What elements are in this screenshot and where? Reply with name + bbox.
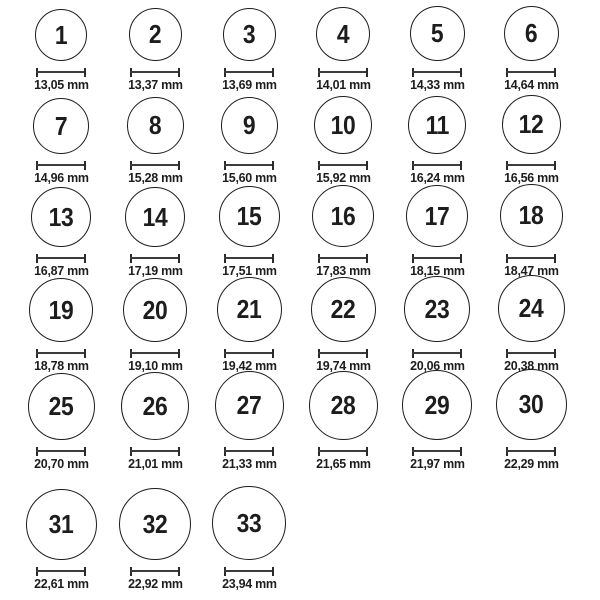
measure-tick-right-icon [272, 254, 274, 263]
ring-circle [309, 371, 378, 440]
ring-circle [311, 277, 376, 342]
ring-size-item [202, 2, 296, 94]
ring-size-item [108, 187, 202, 280]
ring-size-item [202, 375, 296, 473]
diameter-measure-line [412, 68, 462, 77]
ring-size-item [296, 94, 390, 187]
measure-rule [36, 570, 86, 572]
diameter-label: 13,69 mm [221, 76, 277, 92]
ring-size-number: 30 [518, 389, 544, 420]
diameter-label: 20,38 mm [503, 357, 559, 373]
ring-circle [223, 8, 276, 61]
diameter-label: 19,10 mm [127, 357, 183, 373]
ring-circle [212, 486, 286, 560]
diameter-measure-line [318, 68, 368, 77]
ring-size-number: 1 [54, 19, 68, 50]
measure-tick-right-icon [272, 68, 274, 77]
ring-size-item [108, 2, 202, 94]
ring-size-item [14, 473, 108, 593]
diameter-measure-line [318, 447, 368, 456]
measure-tick-right-icon [554, 68, 556, 77]
diameter-label: 18,15 mm [409, 262, 465, 278]
diameter-measure-line [506, 68, 556, 77]
diameter-label: 21,33 mm [221, 455, 277, 471]
ring-size-item [390, 2, 484, 94]
diameter-label: 16,24 mm [409, 169, 465, 185]
measure-tick-right-icon [460, 349, 462, 358]
ring-size-item [202, 94, 296, 187]
ring-size-item [202, 473, 296, 593]
measure-rule [130, 71, 180, 73]
ring-circle [498, 275, 565, 342]
diameter-measure-line [130, 349, 180, 358]
diameter-measure-line [318, 254, 368, 263]
ring-size-item [14, 375, 108, 473]
ring-size-number: 32 [142, 508, 168, 539]
ring-circle [127, 97, 184, 154]
ring-size-number: 8 [148, 110, 162, 141]
ring-size-item [296, 280, 390, 375]
ring-size-number: 3 [242, 19, 256, 50]
diameter-measure-line [224, 254, 274, 263]
diameter-label: 19,42 mm [221, 357, 277, 373]
diameter-measure-line [130, 254, 180, 263]
ring-size-number: 29 [424, 389, 450, 420]
ring-size-number: 7 [54, 110, 68, 141]
ring-circle [33, 98, 89, 154]
ring-size-number: 26 [142, 390, 168, 421]
ring-circle [121, 372, 189, 440]
diameter-label: 21,65 mm [315, 455, 371, 471]
measure-tick-right-icon [84, 68, 86, 77]
measure-tick-right-icon [366, 254, 368, 263]
measure-rule [130, 257, 180, 259]
measure-tick-right-icon [272, 161, 274, 170]
ring-circle [219, 186, 280, 247]
measure-rule [318, 257, 368, 259]
measure-rule [224, 352, 274, 354]
diameter-label: 18,47 mm [503, 262, 559, 278]
measure-tick-right-icon [554, 161, 556, 170]
ring-size-number: 22 [330, 294, 356, 325]
measure-rule [506, 164, 556, 166]
diameter-measure-line [506, 161, 556, 170]
ring-circle [129, 8, 182, 61]
ring-circle [504, 6, 559, 61]
ring-size-item [390, 187, 484, 280]
diameter-label: 14,01 mm [315, 76, 371, 92]
measure-rule [412, 352, 462, 354]
measure-tick-right-icon [84, 161, 86, 170]
diameter-measure-line [224, 567, 274, 576]
diameter-measure-line [224, 68, 274, 77]
ring-size-item [296, 375, 390, 473]
measure-tick-right-icon [460, 447, 462, 456]
measure-rule [318, 450, 368, 452]
ring-size-item [202, 187, 296, 280]
diameter-label: 14,96 mm [33, 169, 89, 185]
ring-size-item [484, 375, 578, 473]
diameter-label: 20,70 mm [33, 455, 89, 471]
diameter-measure-line [36, 567, 86, 576]
measure-rule [506, 71, 556, 73]
diameter-label: 22,61 mm [33, 575, 89, 591]
measure-tick-right-icon [366, 161, 368, 170]
ring-size-item [108, 94, 202, 187]
measure-tick-right-icon [178, 161, 180, 170]
measure-tick-right-icon [460, 68, 462, 77]
measure-rule [36, 352, 86, 354]
ring-circle [402, 370, 472, 440]
ring-circle [406, 185, 468, 247]
diameter-measure-line [412, 161, 462, 170]
ring-size-item [296, 2, 390, 94]
ring-size-item [390, 375, 484, 473]
ring-circle [500, 184, 563, 247]
diameter-measure-line [130, 567, 180, 576]
measure-rule [224, 71, 274, 73]
diameter-measure-line [506, 447, 556, 456]
diameter-measure-line [130, 161, 180, 170]
measure-rule [36, 257, 86, 259]
diameter-label: 18,78 mm [33, 357, 89, 373]
ring-size-item [14, 280, 108, 375]
ring-circle [221, 97, 278, 154]
measure-tick-right-icon [272, 349, 274, 358]
diameter-measure-line [224, 161, 274, 170]
measure-rule [36, 164, 86, 166]
ring-size-item [484, 2, 578, 94]
ring-circle [35, 9, 87, 61]
ring-size-number: 24 [518, 293, 544, 324]
ring-circle [31, 187, 91, 247]
ring-circle [496, 369, 567, 440]
measure-rule [412, 257, 462, 259]
diameter-measure-line [130, 447, 180, 456]
measure-tick-right-icon [84, 254, 86, 263]
ring-circle [29, 278, 93, 342]
diameter-label: 23,94 mm [221, 575, 277, 591]
diameter-measure-line [318, 349, 368, 358]
diameter-measure-line [224, 447, 274, 456]
ring-size-number: 21 [236, 294, 262, 325]
measure-tick-right-icon [366, 68, 368, 77]
measure-tick-right-icon [366, 447, 368, 456]
measure-tick-right-icon [84, 349, 86, 358]
measure-rule [36, 71, 86, 73]
diameter-label: 21,97 mm [409, 455, 465, 471]
diameter-measure-line [412, 447, 462, 456]
measure-tick-right-icon [554, 349, 556, 358]
measure-tick-right-icon [460, 254, 462, 263]
ring-size-number: 5 [430, 18, 444, 49]
ring-size-number: 14 [142, 201, 168, 232]
diameter-label: 16,56 mm [503, 169, 559, 185]
diameter-label: 17,19 mm [127, 262, 183, 278]
diameter-measure-line [130, 68, 180, 77]
measure-tick-right-icon [178, 349, 180, 358]
measure-rule [224, 450, 274, 452]
diameter-label: 17,51 mm [221, 262, 277, 278]
measure-tick-right-icon [178, 68, 180, 77]
ring-size-number: 2 [148, 19, 162, 50]
ring-size-number: 6 [524, 18, 538, 49]
ring-circle [28, 373, 95, 440]
ring-circle [125, 187, 185, 247]
ring-size-number: 15 [236, 201, 262, 232]
ring-size-item [108, 280, 202, 375]
measure-tick-right-icon [84, 567, 86, 576]
diameter-label: 13,37 mm [127, 76, 183, 92]
measure-rule [318, 352, 368, 354]
ring-size-number: 27 [236, 390, 262, 421]
ring-size-number: 23 [424, 293, 450, 324]
ring-size-number: 12 [518, 109, 544, 140]
ring-size-item [108, 473, 202, 593]
diameter-measure-line [318, 161, 368, 170]
measure-rule [36, 450, 86, 452]
ring-size-number: 9 [242, 110, 256, 141]
diameter-label: 21,01 mm [127, 455, 183, 471]
ring-size-number: 33 [236, 507, 262, 538]
diameter-measure-line [36, 254, 86, 263]
ring-size-number: 17 [424, 200, 450, 231]
ring-circle [119, 488, 191, 560]
measure-rule [412, 450, 462, 452]
diameter-label: 22,92 mm [127, 575, 183, 591]
diameter-measure-line [506, 254, 556, 263]
measure-tick-right-icon [554, 254, 556, 263]
measure-tick-right-icon [178, 447, 180, 456]
measure-rule [412, 164, 462, 166]
diameter-measure-line [412, 349, 462, 358]
ring-size-number: 11 [425, 109, 449, 140]
diameter-label: 14,64 mm [503, 76, 559, 92]
ring-circle [314, 96, 372, 154]
measure-tick-right-icon [178, 254, 180, 263]
ring-size-item [14, 187, 108, 280]
ring-size-number: 19 [48, 294, 74, 325]
measure-rule [130, 164, 180, 166]
diameter-label: 14,33 mm [409, 76, 465, 92]
ring-size-item [390, 280, 484, 375]
ring-size-item [108, 375, 202, 473]
measure-rule [506, 450, 556, 452]
ring-circle [404, 276, 470, 342]
diameter-measure-line [36, 161, 86, 170]
measure-rule [318, 71, 368, 73]
measure-tick-right-icon [272, 567, 274, 576]
ring-size-item [14, 2, 108, 94]
diameter-label: 15,92 mm [315, 169, 371, 185]
diameter-measure-line [412, 254, 462, 263]
measure-rule [412, 71, 462, 73]
diameter-label: 20,06 mm [409, 357, 465, 373]
diameter-measure-line [224, 349, 274, 358]
ring-circle [316, 7, 370, 61]
ring-size-item [484, 187, 578, 280]
diameter-label: 17,83 mm [315, 262, 371, 278]
diameter-label: 15,28 mm [127, 169, 183, 185]
measure-rule [318, 164, 368, 166]
diameter-label: 16,87 mm [33, 262, 89, 278]
measure-rule [224, 257, 274, 259]
ring-size-item [484, 280, 578, 375]
measure-rule [506, 257, 556, 259]
measure-rule [130, 352, 180, 354]
measure-tick-right-icon [178, 567, 180, 576]
ring-circle [410, 6, 465, 61]
diameter-measure-line [36, 68, 86, 77]
measure-tick-right-icon [272, 447, 274, 456]
diameter-label: 13,05 mm [33, 76, 89, 92]
ring-size-item [296, 187, 390, 280]
ring-circle [312, 185, 374, 247]
measure-tick-right-icon [84, 447, 86, 456]
ring-size-item [390, 94, 484, 187]
ring-size-number: 18 [518, 200, 544, 231]
ring-size-number: 28 [330, 390, 356, 421]
ring-size-item [14, 94, 108, 187]
ring-size-number: 13 [48, 201, 74, 232]
ring-circle [217, 277, 282, 342]
ring-size-number: 31 [48, 509, 74, 540]
diameter-label: 22,29 mm [503, 455, 559, 471]
ring-size-number: 4 [336, 18, 350, 49]
ring-circle [26, 489, 97, 560]
ring-size-number: 16 [330, 200, 356, 231]
measure-rule [224, 570, 274, 572]
diameter-measure-line [506, 349, 556, 358]
ring-circle [123, 278, 187, 342]
measure-rule [506, 352, 556, 354]
diameter-measure-line [36, 447, 86, 456]
diameter-label: 15,60 mm [221, 169, 277, 185]
ring-circle [215, 371, 284, 440]
ring-circle [502, 95, 561, 154]
measure-rule [130, 450, 180, 452]
ring-size-item [484, 94, 578, 187]
measure-tick-right-icon [366, 349, 368, 358]
measure-rule [224, 164, 274, 166]
measure-tick-right-icon [460, 161, 462, 170]
ring-size-number: 20 [142, 294, 168, 325]
ring-size-number: 25 [48, 391, 74, 422]
measure-tick-right-icon [554, 447, 556, 456]
measure-rule [130, 570, 180, 572]
ring-size-item [202, 280, 296, 375]
diameter-measure-line [36, 349, 86, 358]
ring-size-number: 10 [330, 109, 356, 140]
diameter-label: 19,74 mm [315, 357, 371, 373]
ring-circle [408, 96, 466, 154]
